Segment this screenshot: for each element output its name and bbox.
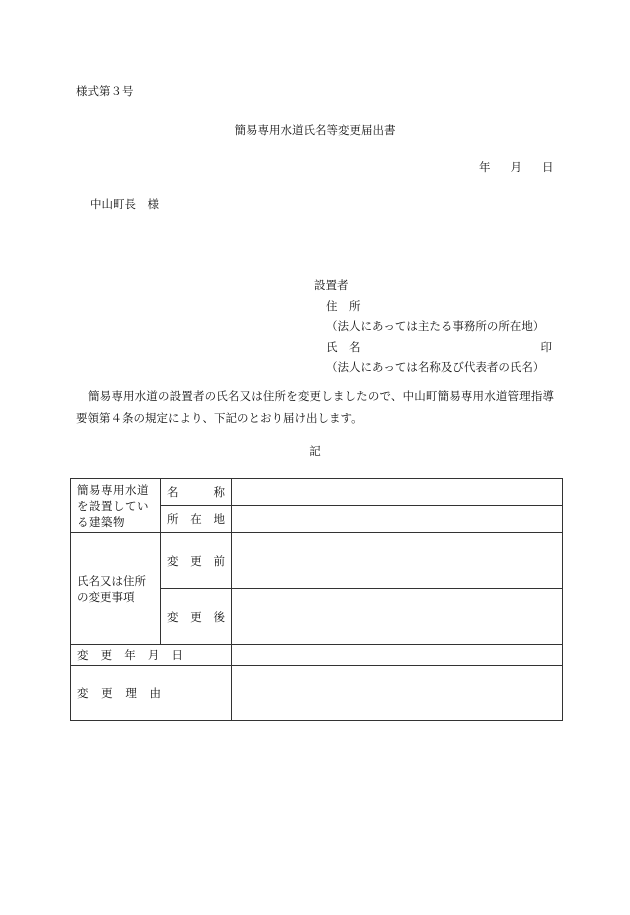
reason-label-char: 理 <box>125 686 137 700</box>
location-label-char: 所 <box>167 512 179 526</box>
reason-label-char: 由 <box>149 686 161 700</box>
location-label-char: 地 <box>213 512 225 526</box>
building-header-text: 簡易専用水道を設置している建築物 <box>77 482 149 529</box>
after-label-char: 更 <box>190 609 202 624</box>
name-label-char: 称 <box>213 485 225 499</box>
name-row <box>314 337 556 358</box>
body-text: 簡易専用水道の設置者の氏名又は住所を変更しましたので、中山町簡易専用水道管理指導要領第４条の規定により、下記のとおり届け出します。 <box>76 389 554 425</box>
day-label: 日 <box>542 160 554 174</box>
date-label-char: 日 <box>171 648 183 662</box>
before-label-char: 前 <box>213 553 225 568</box>
after-label-cell <box>161 589 232 645</box>
document-title: 簡易専用水道氏名等変更届出書 <box>234 123 396 137</box>
before-label-char: 変 <box>167 553 179 568</box>
table-row <box>71 666 563 721</box>
year-label: 年 <box>479 160 491 174</box>
location-label-char: 在 <box>190 512 202 526</box>
reason-label-char: 更 <box>101 686 113 700</box>
ki-heading: 記 <box>309 444 321 458</box>
applicant-block <box>314 275 556 378</box>
date-line <box>479 162 554 174</box>
addressee: 中山町長 様 <box>90 197 159 211</box>
name-note: （法人にあっては名称及び代表者の氏名） <box>326 360 545 374</box>
month-label: 月 <box>510 160 522 174</box>
table-row <box>71 533 563 589</box>
table-row <box>71 479 563 506</box>
address-note: （法人にあっては主たる事務所の所在地） <box>326 319 545 333</box>
reason-value-cell[interactable] <box>232 666 563 721</box>
date-label-char: 年 <box>124 648 136 662</box>
before-label-cell <box>161 533 232 589</box>
seal-mark: 印 <box>540 339 552 354</box>
name-label-cell <box>161 479 232 506</box>
date-label-char: 変 <box>77 648 89 662</box>
name-label-char: 名 <box>167 485 179 499</box>
before-value-cell[interactable] <box>232 533 563 589</box>
applicant-label: 設置者 <box>314 278 349 292</box>
address-label: 住 所 <box>326 298 361 313</box>
reason-label-cell <box>71 666 232 721</box>
date-value-cell[interactable] <box>232 645 563 666</box>
after-label-char: 変 <box>167 609 179 624</box>
after-value-cell[interactable] <box>232 589 563 645</box>
form-number: 様式第３号 <box>76 84 134 98</box>
date-label-char: 月 <box>147 648 160 662</box>
name-label: 氏 名 <box>326 339 361 354</box>
after-label-char: 後 <box>213 609 225 624</box>
name-value-cell[interactable] <box>232 479 563 506</box>
building-header <box>71 479 161 533</box>
notification-table <box>70 478 563 721</box>
change-header-text: 氏名又は住所の変更事項 <box>77 573 146 604</box>
reason-label-char: 変 <box>77 686 89 700</box>
date-label-cell <box>71 645 232 666</box>
location-label-cell <box>161 506 232 533</box>
change-header <box>71 533 161 645</box>
location-value-cell[interactable] <box>232 506 563 533</box>
table-row <box>71 645 563 666</box>
date-label-char: 更 <box>100 648 113 662</box>
before-label-char: 更 <box>190 553 202 568</box>
